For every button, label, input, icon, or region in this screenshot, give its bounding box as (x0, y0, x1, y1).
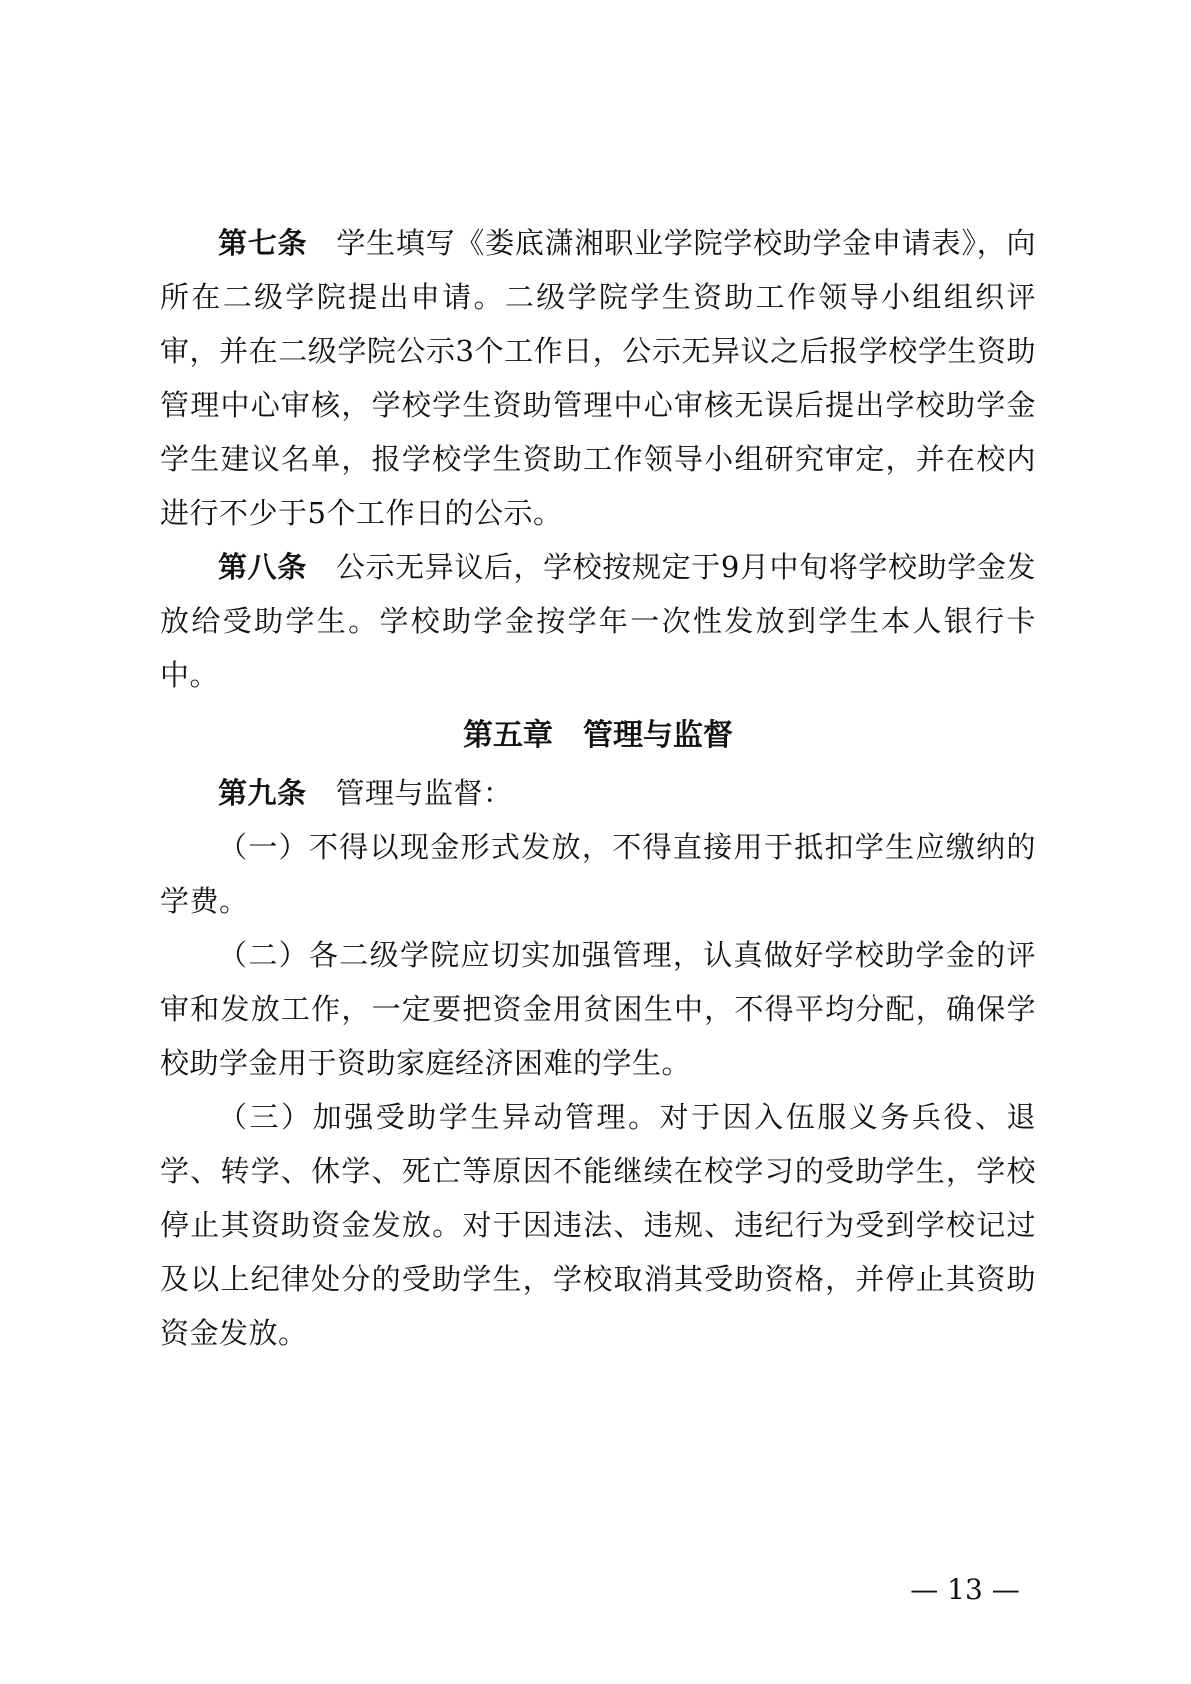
chapter-title: 第五章 管理与监督 (463, 718, 733, 753)
article-9 (160, 766, 1036, 820)
list-item-1: （一）不得以现金形式发放，不得直接用于抵扣学生应缴纳的学费。 (160, 830, 1036, 918)
article-8 (160, 540, 1036, 702)
page-number: — 13 — (910, 1573, 1020, 1606)
article-8-heading: 第八条 (218, 550, 307, 584)
article-7-heading: 第七条 (218, 226, 308, 260)
list-item-3: （三）加强受助学生异动管理。对于因入伍服义务兵役、退学、转学、休学、死亡等原因不能继续在校学习的受助学生，学校停止其资助资金发放。对于因违法、违规、违纪行为受到学校记过及以上纪律处分的受助学生，学校取消其受助资格，并停止其资助资金发放。 (160, 1100, 1036, 1350)
document-body (160, 216, 1036, 1360)
article-7 (160, 216, 1036, 540)
list-item-2: （二）各二级学院应切实加强管理，认真做好学校助学金的评审和发放工作，一定要把资金用贫困生中，不得平均分配，确保学校助学金用于资助家庭经济困难的学生。 (160, 938, 1036, 1080)
article-9-heading: 第九条 (218, 776, 307, 810)
article-9-text: 管理与监督： (335, 776, 513, 810)
article-8-text: 公示无异议后，学校按规定于9月中旬将学校助学金发放给受助学生。学校助学金按学年一次性发放到学生本人银行卡中。 (160, 550, 1036, 692)
article-7-text: 学生填写《娄底潇湘职业学院学校助学金申请表》，向所在二级学院提出申请。二级学院学生资助工作领导小组组织评审，并在二级学院公示3个工作日，公示无异议之后报学校学生资助管理中心审核，学校学生资助管理中心审核无误后提出学校助学金学生建议名单，报学校学生资助工作领导小组研究审定，并在校内进行不少于5个工作日的公示。 (160, 226, 1036, 530)
